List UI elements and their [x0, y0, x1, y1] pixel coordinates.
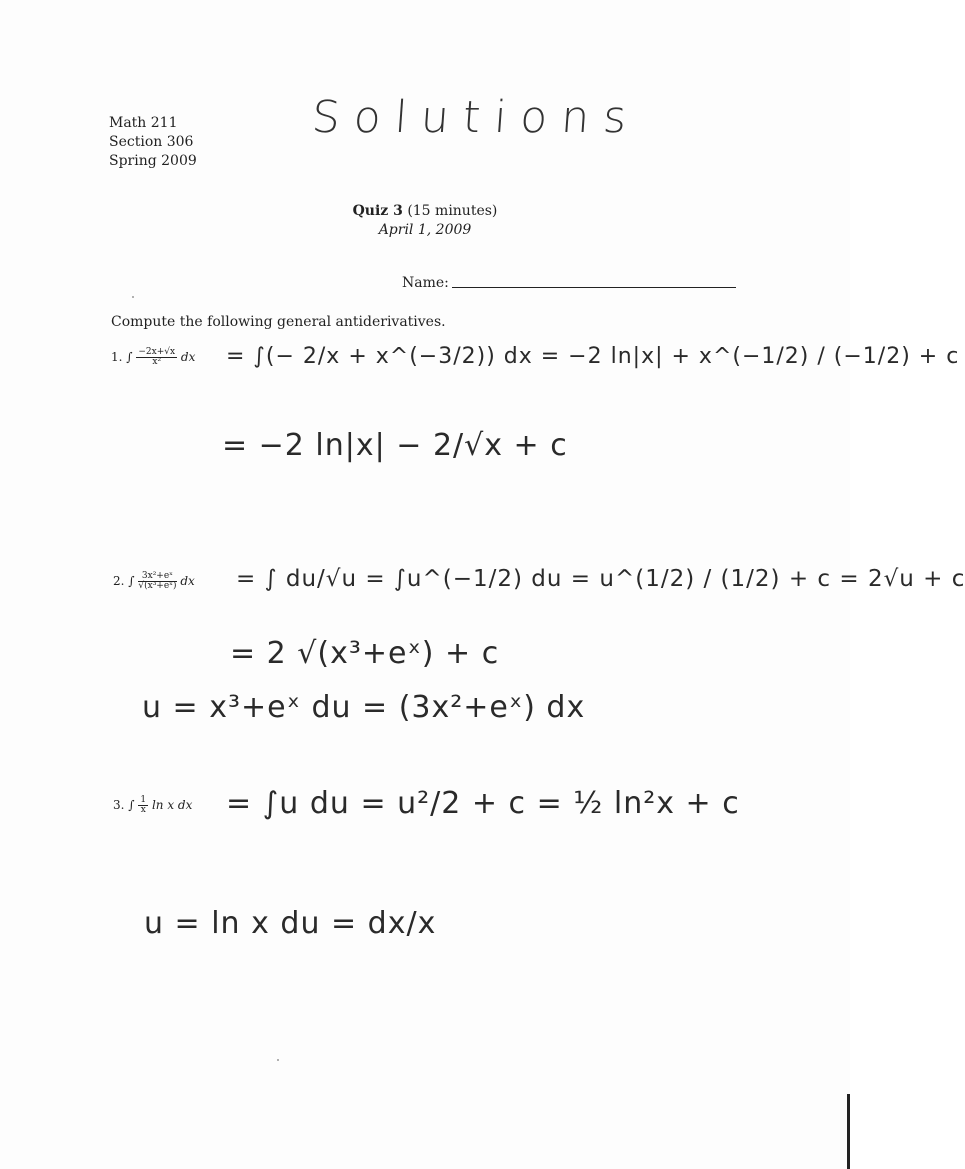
problem-1-work-line-2: = −2 ln|x| − 2/√x + c [222, 428, 568, 463]
name-field-line[interactable] [452, 287, 736, 288]
quiz-duration: (15 minutes) [407, 203, 498, 219]
course-number: Math 211 [109, 115, 178, 131]
scan-speck [277, 1059, 279, 1061]
problem-3-integrand: $\frac{1}{x}$ [140, 795, 147, 815]
scan-edge-mark [847, 1094, 850, 1169]
problem-1-integrand: $\frac{-2x+√x}{\text{x²}}$ [138, 347, 176, 367]
problem-2-integrand: $\frac{\text{3x²+eˣ}}{\text{√(x³+eˣ)}}$ [138, 571, 177, 591]
problem-1-work-line-1: = ∫(− 2/x + x^(−3/2)) dx = −2 ln|x| + x^(−1/2) / (−1/2) + c [226, 344, 960, 369]
course-term: Spring 2009 [109, 153, 197, 169]
problem-3-statement: 3. ∫ $\frac{1}{x}$ ln x dx [113, 795, 193, 815]
problem-1-statement: 1. ∫ $\frac{-2x+√x}{\text{x²}}$ dx [111, 347, 196, 367]
instructions: Compute the following general antiderivatives. [111, 314, 446, 330]
problem-2-work-line-1: = ∫ du/√u = ∫u^(−1/2) du = u^(1/2) / (1/2) + c = 2√u + c [236, 566, 965, 592]
problem-3-work-line-1: = ∫u du = u²/2 + c = ½ ln²x + c [226, 786, 740, 821]
course-info [109, 114, 197, 171]
quiz-date: April 1, 2009 [378, 222, 472, 238]
problem-2-work-line-2: = 2 √(x³+eˣ) + c [230, 636, 500, 671]
quiz-title [0, 203, 850, 219]
handwritten-title: Solutions [310, 92, 642, 143]
problem-2-substitution: u = x³+eˣ du = (3x²+eˣ) dx [142, 690, 586, 725]
problem-3-substitution: u = ln x du = dx/x [144, 906, 437, 941]
scan-speck [132, 296, 134, 298]
problem-2-statement: 2. ∫ $\frac{\text{3x²+eˣ}}{\text{√(x³+eˣ)}}$ dx [113, 571, 195, 591]
name-label: Name: [402, 275, 449, 291]
quiz-name: Quiz 3 [352, 203, 403, 219]
course-section: Section 306 [109, 134, 194, 150]
